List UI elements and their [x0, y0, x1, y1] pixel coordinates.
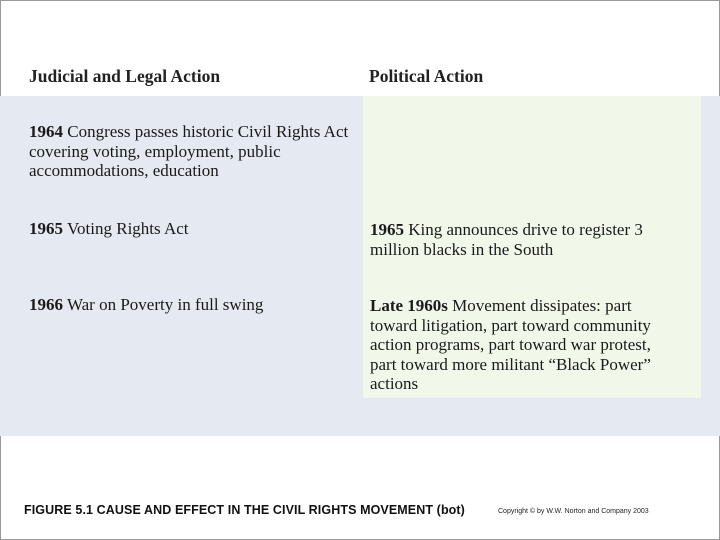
- entry-1965-king-drive: [370, 220, 690, 259]
- entry-text: King announces drive to register 3 million blacks in the South: [370, 220, 643, 259]
- entry-year: 1965: [29, 219, 63, 238]
- entry-year: 1965: [370, 220, 404, 239]
- entry-1964-civil-rights-act: [29, 122, 349, 181]
- entry-year: Late 1960s: [370, 296, 448, 315]
- figure-caption: FIGURE 5.1 CAUSE AND EFFECT IN THE CIVIL RIGHTS MOVEMENT (bot): [24, 503, 465, 517]
- entry-text: Movement dissipates: part toward litigation, part toward community action programs, part toward war protest, part toward more militant “Black Power” actions: [370, 296, 651, 393]
- entry-text: Voting Rights Act: [63, 219, 189, 238]
- column-heading-political: Political Action: [369, 66, 484, 86]
- entry-1965-voting-rights-act: [29, 219, 349, 239]
- entry-1966-war-on-poverty: [29, 295, 349, 315]
- entry-year: 1964: [29, 122, 63, 141]
- entry-late-1960s-movement: [370, 296, 680, 394]
- column-heading-judicial: Judicial and Legal Action: [29, 66, 221, 86]
- entry-text: War on Poverty in full swing: [63, 295, 264, 314]
- entry-text: Congress passes historic Civil Rights Act covering voting, employment, public accommodations, education: [29, 122, 349, 180]
- entry-year: 1966: [29, 295, 63, 314]
- copyright-notice: Copyright © by W.W. Norton and Company 2003: [498, 508, 649, 515]
